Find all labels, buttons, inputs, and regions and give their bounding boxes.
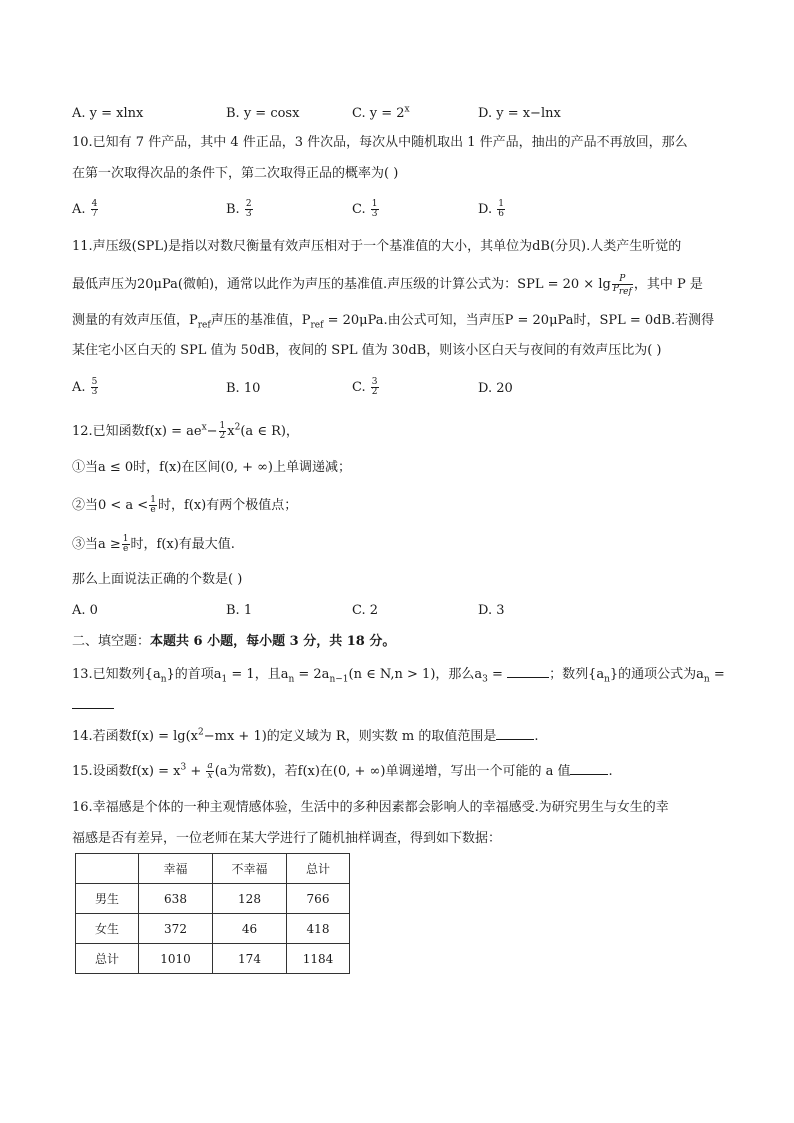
q12-statement-1: ①当a ≤ 0时，f(x)在区间(0, + ∞)上单调递减；	[72, 460, 351, 475]
table-header-cell: 不幸福	[213, 854, 287, 884]
q9-option-b: B. y = cosx	[226, 106, 300, 121]
q10-stem-line1: 10.已知有 7 件产品，其中 4 件正品，3 件次品，每次从中随机取出 1 件产品，抽出的产品不再放回，那么	[72, 135, 688, 150]
q11-option-c: C. $\frac{3}{2}$	[352, 377, 378, 397]
table-row	[76, 914, 350, 944]
q10-option-d: D. $\frac{1}{6}$	[478, 199, 504, 219]
q11-option-d: D. 20	[478, 381, 513, 396]
table-cell: 638	[139, 884, 213, 914]
q10-option-b: B. $\frac{2}{3}$	[226, 199, 252, 219]
table-cell: 418	[287, 914, 350, 944]
table-cell: 372	[139, 914, 213, 944]
table-cell: 174	[213, 944, 287, 974]
q12-statement-3: ③当a ≥ $\frac{1}{e}$ 时，f(x)有最大值.	[72, 534, 235, 554]
happiness-survey-table	[75, 853, 350, 974]
q9-option-c: C. $y = 2^x$	[352, 104, 410, 121]
q13-answer-blank-2[interactable]	[72, 696, 114, 709]
section-heading-fill-in: 二、填空题：本题共 6 小题，每小题 3 分，共 18 分。	[72, 634, 396, 649]
q12-stem: 12.已知函数$f(x) = ae^x-$ $\frac{1}{2}$ $x^2(a$ ∈ R)，	[72, 421, 299, 441]
table-row	[76, 884, 350, 914]
q12-question: 那么上面说法正确的个数是( )	[72, 572, 243, 587]
q11-stem-line3: 测量的有效声压值，$P_{ref}$声压的基准值，$P_{ref} = 20\mu Pa$.由公式可知，当声压P = 20μPa时，SPL = 0dB.若测得	[72, 313, 715, 331]
table-cell: 46	[213, 914, 287, 944]
q9-option-d: D. y = x−lnx	[478, 106, 561, 121]
q11-option-a: A. $\frac{5}{3}$	[72, 377, 98, 397]
q11-stem-line2: 最低声压为20μPa(微帕)，通常以此作为声压的基准值.声压级的计算公式为：SPL = 20 × lg $\frac{P}{P_{ref}}$ ，其中 P 是	[72, 274, 703, 297]
q14-stem: 14.若函数$f(x) = \lg(x^2-mx + 1)$的定义域为 R，则实数 m 的取值范围是 .	[72, 727, 539, 744]
q15-stem: 15.设函数$f(x) = x^3$ + $\frac{a}{x}$ (a为常数)，若f(x)在(0, + ∞)单调递增，写出一个可能的 a 值 .	[72, 761, 613, 781]
table-cell: 总计	[76, 944, 139, 974]
table-cell: 1010	[139, 944, 213, 974]
q10-option-a: A. $\frac{4}{7}$	[72, 199, 98, 219]
q10-option-c: C. $\frac{1}{3}$	[352, 199, 378, 219]
q11-option-b: B. 10	[226, 381, 261, 396]
table-cell: 1184	[287, 944, 350, 974]
q12-option-a: A. 0	[72, 603, 98, 618]
q14-answer-blank[interactable]	[496, 727, 534, 740]
q12-statement-2: ②当0 < a < $\frac{1}{e}$ 时，f(x)有两个极值点；	[72, 495, 298, 515]
table-header-cell: 总计	[287, 854, 350, 884]
table-cell: 男生	[76, 884, 139, 914]
q16-stem-line2: 福感是否有差异，一位老师在某大学进行了随机抽样调查，得到如下数据：	[72, 831, 502, 846]
table-header-cell	[76, 854, 139, 884]
table-cell: 766	[287, 884, 350, 914]
q13-answer-blank-1[interactable]	[507, 665, 549, 678]
q12-option-d: D. 3	[478, 603, 505, 618]
q12-option-c: C. 2	[352, 603, 379, 618]
q12-option-b: B. 1	[226, 603, 253, 618]
q15-answer-blank[interactable]	[570, 762, 608, 775]
q13-stem: 13.已知数列$\{a_n\}$的首项$a_1 = 1$，且$a_n = 2a_{n-1}(n$ ∈ N,n > 1)，那么$a_3$ = ；数列$\{a_n\}$的通项公式为$a_n$ =	[72, 667, 725, 685]
q9-option-a: A. y = xlnx	[72, 106, 144, 121]
table-cell: 128	[213, 884, 287, 914]
q13-answer-line-2	[72, 696, 114, 715]
q10-stem-line2: 在第一次取得次品的条件下，第二次取得正品的概率为( )	[72, 166, 399, 181]
q11-stem-line1: 11.声压级(SPL)是指以对数尺衡量有效声压相对于一个基准值的大小，其单位为dB(分贝).人类产生听觉的	[72, 239, 682, 254]
table-header-row	[76, 854, 350, 884]
table-row	[76, 944, 350, 974]
q11-stem-line4: 某住宅小区白天的 SPL 值为 50dB，夜间的 SPL 值为 30dB，则该小区白天与夜间的有效声压比为( )	[72, 343, 662, 358]
table-header-cell: 幸福	[139, 854, 213, 884]
table-cell: 女生	[76, 914, 139, 944]
q16-stem-line1: 16.幸福感是个体的一种主观情感体验，生活中的多种因素都会影响人的幸福感受.为研究男生与女生的幸	[72, 800, 669, 815]
